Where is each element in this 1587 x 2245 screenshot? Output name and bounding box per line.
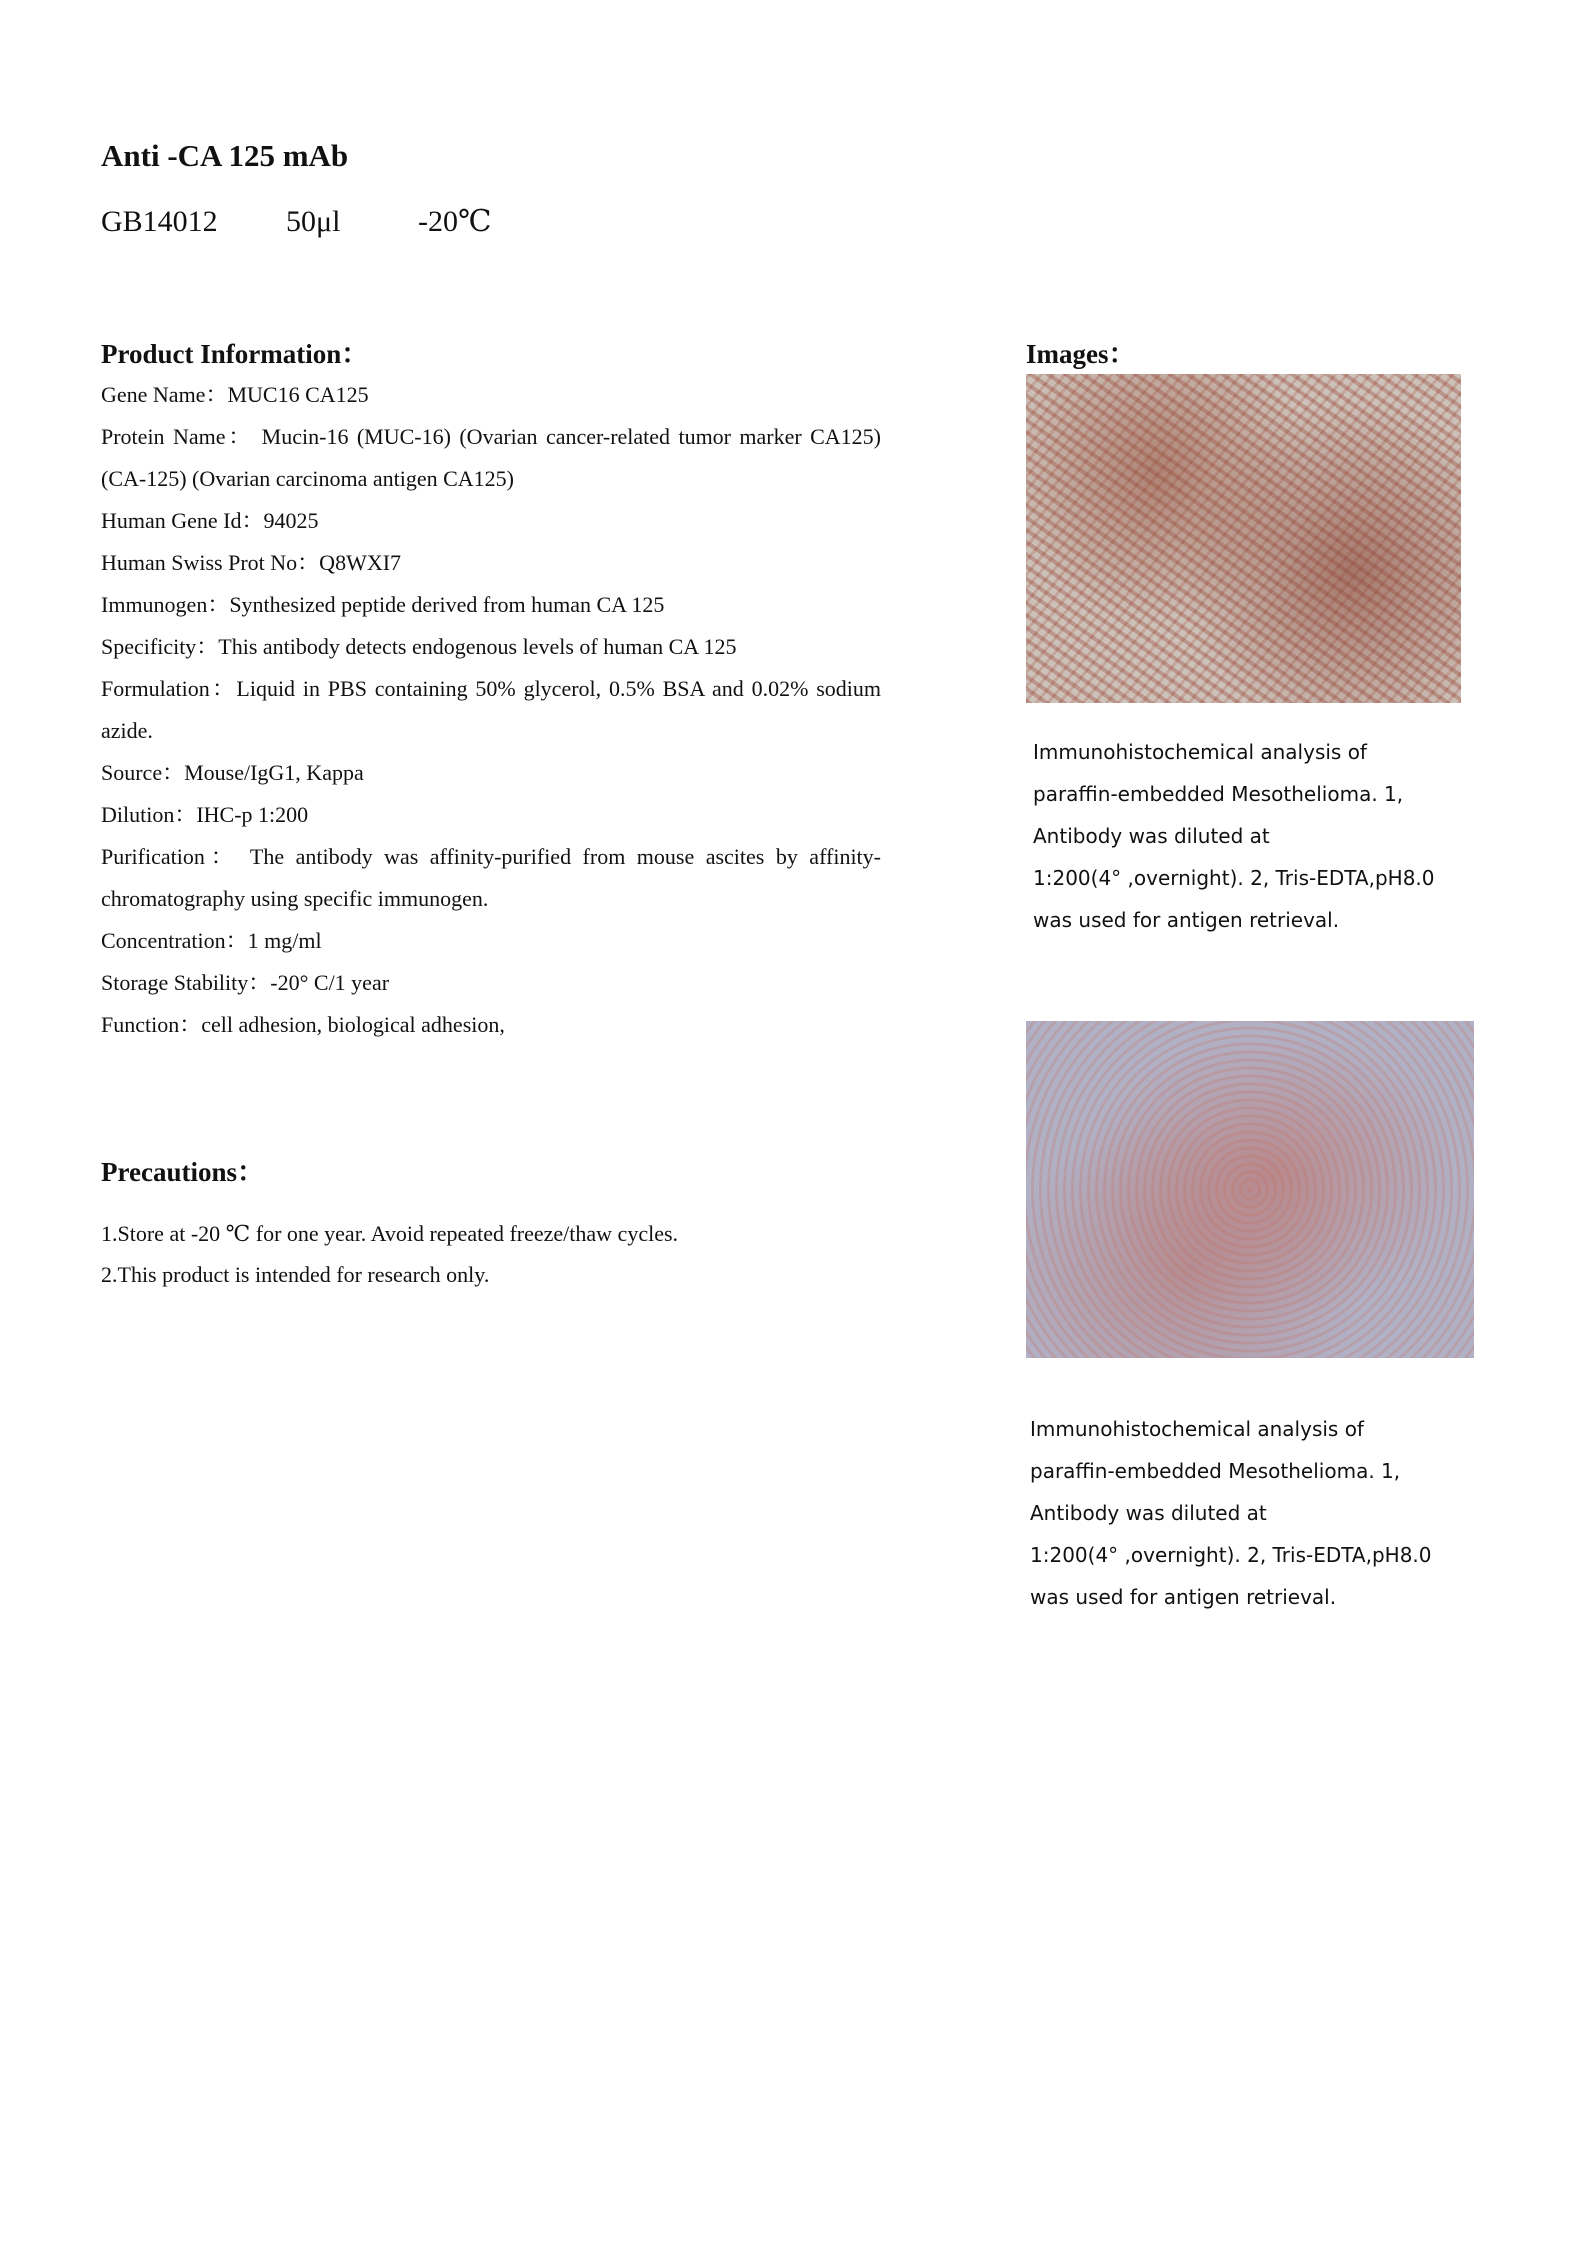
- product-meta-line: [101, 204, 492, 239]
- caption-line: paraffin-embedded Mesothelioma. 1,: [1033, 782, 1404, 806]
- caption-line: Immunohistochemical analysis of: [1030, 1417, 1364, 1441]
- caption-line: was used for antigen retrieval.: [1030, 1585, 1337, 1609]
- info-row-human-gene-id: Human Gene Id：94025: [101, 508, 319, 533]
- info-row-swiss-prot-no: Human Swiss Prot No：Q8WXI7: [101, 550, 402, 575]
- volume: 50μl: [286, 205, 341, 238]
- caption-line: paraffin-embedded Mesothelioma. 1,: [1030, 1459, 1401, 1483]
- info-row-storage-stability: Storage Stability：-20° C/1 year: [101, 970, 390, 995]
- ihc-micrograph-image: [1026, 374, 1461, 703]
- caption-line: 1:200(4° ,overnight). 2, Tris-EDTA,pH8.0: [1033, 866, 1435, 890]
- caption-line: Immunohistochemical analysis of: [1033, 740, 1367, 764]
- storage-temperature: -20℃: [418, 205, 492, 238]
- precaution-item: 1.Store at -20 ℃ for one year. Avoid repeated freeze/thaw cycles.: [101, 1221, 679, 1246]
- caption-line: Antibody was diluted at: [1033, 824, 1270, 848]
- caption-line: was used for antigen retrieval.: [1033, 908, 1340, 932]
- info-row-specificity: Specificity：This antibody detects endogenous levels of human CA 125: [101, 634, 737, 659]
- product-info-list: [101, 374, 881, 1046]
- precautions-heading: Precautions：: [101, 1157, 264, 1187]
- info-row-concentration: Concentration：1 mg/ml: [101, 928, 322, 953]
- figure-caption: [1030, 1408, 1450, 1618]
- images-heading: Images：: [1026, 339, 1136, 369]
- info-row-gene-name: Gene Name：MUC16 CA125: [101, 382, 369, 407]
- caption-line: Antibody was diluted at: [1030, 1501, 1267, 1525]
- info-row-immunogen: Immunogen：Synthesized peptide derived from human CA 125: [101, 592, 665, 617]
- precaution-item: 2.This product is intended for research only.: [101, 1262, 490, 1287]
- info-row-protein-name: Protein Name： Mucin-16 (MUC-16) (Ovarian cancer-related tumor marker CA125) (CA-125) (Ovarian carcinoma antigen CA125): [101, 424, 881, 491]
- product-title: Anti -CA 125 mAb: [101, 138, 349, 173]
- info-row-source: Source：Mouse/IgG1, Kappa: [101, 760, 364, 785]
- precautions-list: [101, 1213, 901, 1295]
- product-info-heading: Product Information：: [101, 339, 369, 369]
- ihc-micrograph-image: [1026, 1021, 1474, 1358]
- catalog-number: GB14012: [101, 205, 218, 238]
- caption-line: 1:200(4° ,overnight). 2, Tris-EDTA,pH8.0: [1030, 1543, 1432, 1567]
- info-row-function: Function：cell adhesion, biological adhesion,: [101, 1012, 505, 1037]
- info-row-purification: Purification： The antibody was affinity-purified from mouse ascites by affinity-chromatography using specific immunogen.: [101, 844, 881, 911]
- info-row-formulation: Formulation：Liquid in PBS containing 50% glycerol, 0.5% BSA and 0.02% sodium azide.: [101, 676, 881, 743]
- figure-caption: [1033, 731, 1453, 941]
- info-row-dilution: Dilution：IHC-p 1:200: [101, 802, 309, 827]
